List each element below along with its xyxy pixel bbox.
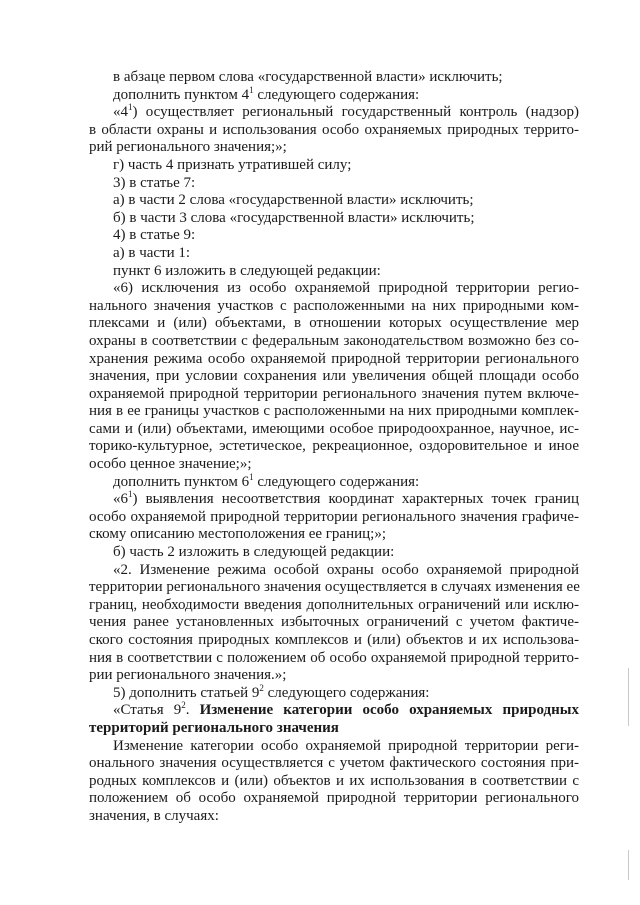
text-line: значения, в случаях:	[89, 807, 219, 824]
text-line: 3) в статье 7:	[113, 174, 196, 191]
text-line: дополнить пунктом $4^1$ следующего содержания:	[113, 84, 420, 103]
text-line: в области охраны и использования особо охраняемых природных террито-	[89, 121, 579, 138]
text-line: «6) исключения из особо охраняемой природной территории регио-	[113, 280, 579, 297]
text-line: ния в ее границы участков с расположенными на них природными комплек-	[89, 403, 579, 420]
text-line: ского состояния природных комплексов и (или) объектов и их использова-	[89, 632, 579, 648]
text-line: Изменение категории особо охраняемой природной территории реги-	[113, 737, 579, 754]
text-line: нального значения участков с расположенными на них природными ком-	[89, 297, 579, 314]
text-line: «$4^1$) осуществляет региональный государственный контроль (надзор)	[113, 102, 579, 121]
text-line: дополнить пунктом $6^1$ следующего содержания:	[113, 471, 420, 490]
text-line: чения ранее установленных избыточных ограничений с учетом фактиче-	[89, 614, 579, 631]
text-line: территорий регионального значения	[89, 719, 339, 736]
text-line: торико-культурное, эстетическое, рекреационное, оздоровительное и иное	[89, 438, 579, 455]
text-line: б) в части 3 слова «государственной власти» исключить;	[113, 209, 475, 226]
scan-edge-mark	[628, 850, 629, 880]
text-line: в абзаце первом слова «государственной власти» исключить;	[113, 69, 503, 85]
text-line: границ, необходимости введения дополнительных ограничений или исклю-	[89, 596, 579, 613]
text-line: сами и (или) объектами, имеющими особое природоохранное, научное, ис-	[89, 420, 579, 437]
text-line: охраняемой природной территории регионального значения путем включе-	[89, 385, 579, 402]
text-line: 4) в статье 9:	[113, 227, 196, 244]
text-line: особо охраняемой природной территории регионального значения графиче-	[89, 508, 579, 525]
text-line: «$6^1$) выявления несоответствия координат характерных точек границ	[113, 489, 579, 508]
text-line: а) в части 1:	[113, 244, 191, 261]
text-line: значения, при условии сохранения или увеличения общей площади особо	[89, 368, 579, 385]
text-line: хранения режима особо охраняемой природной территории регионального	[89, 350, 579, 367]
text-line: рий регионального значения;»;	[89, 139, 287, 156]
text-line: б) часть 2 изложить в следующей редакции:	[113, 544, 395, 561]
text-line: 5) дополнить статьей $9^2$ следующего содержания:	[113, 682, 430, 701]
text-line: родных комплексов и (или) объектов и их использования в соответствии с	[89, 772, 579, 789]
text-line: плексами и (или) объектами, в отношении которых осуществление мер	[89, 315, 579, 332]
text-line: охраны в соответствии с федеральным законодательством возможно без со-	[89, 332, 579, 349]
text-line: г) часть 4 признать утратившей силу;	[113, 156, 352, 173]
text-line: а) в части 2 слова «государственной власти» исключить;	[113, 192, 474, 209]
text-line: территории регионального значения осуществляется в случаях изменения ее	[89, 579, 580, 596]
scan-edge-mark	[628, 668, 629, 726]
text-line: «2. Изменение режима особой охраны особо охраняемой природной	[113, 561, 579, 578]
document-text	[89, 69, 579, 826]
text-line: «Статья $9^2$. Изменение категории особо охраняемых природных	[113, 700, 579, 719]
text-line: пункт 6 изложить в следующей редакции:	[113, 262, 381, 279]
text-line: скому описанию местоположения ее границ;»;	[89, 526, 387, 543]
text-line: положением об особо охраняемой природной территории регионального	[89, 790, 579, 807]
text-line: ния в соответствии с положением об особо охраняемой природной террито-	[89, 649, 579, 666]
text-line: рии регионального значения.»;	[89, 667, 287, 684]
text-line: онального значения осуществляется с учетом фактического состояния при-	[89, 755, 579, 772]
text-line: особо ценное значение;»;	[89, 456, 252, 473]
